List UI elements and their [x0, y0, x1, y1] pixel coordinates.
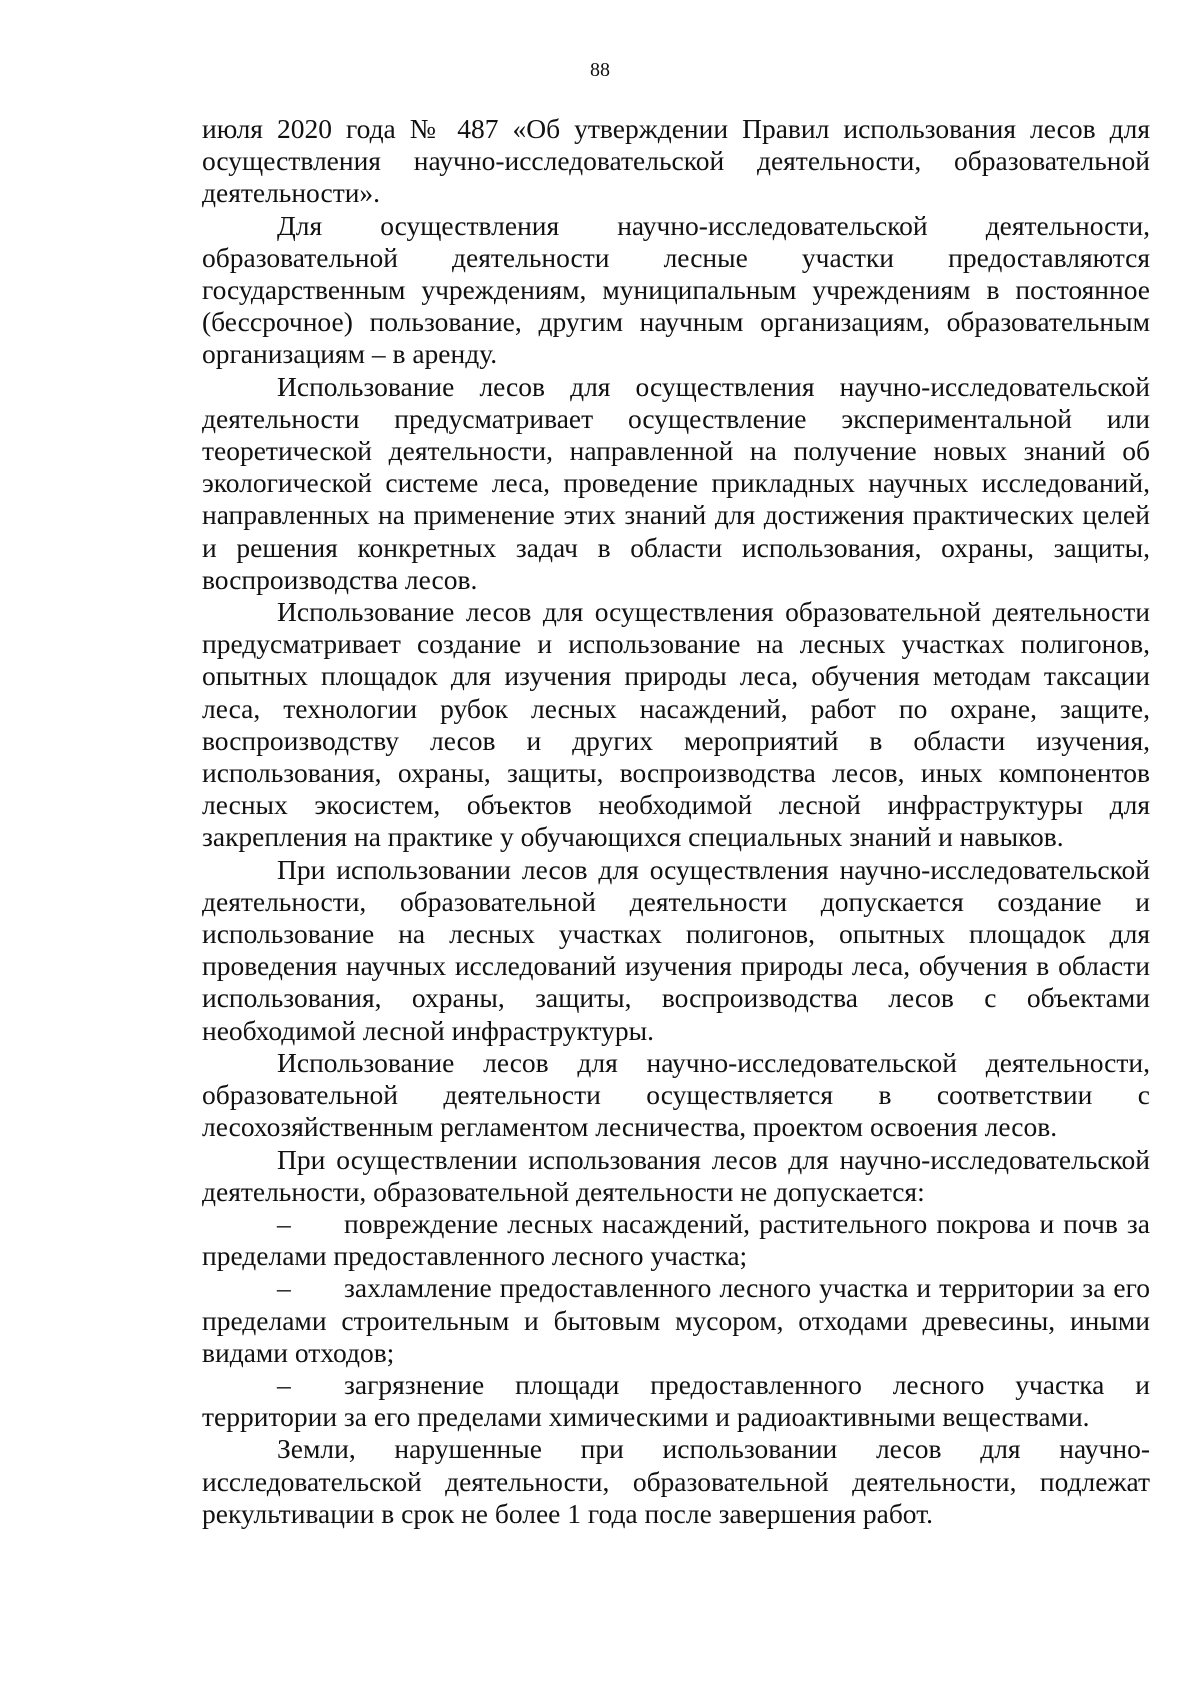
paragraph-polygons-allowed: При использовании лесов для осуществления научно-исследовательской деятельности, образовательной деятельности допускается создание и использование на лесных участках полигонов, опытных площадок для проведения научных исследований изучения природы леса, обучения в области использования, охраны, защиты, воспроизводства лесов с объектами необходимой лесной инфраструктуры. — [202, 853, 1150, 1046]
list-dash: – — [277, 1368, 291, 1400]
list-item — [202, 1369, 1150, 1433]
paragraph-educational-use: Использование лесов для осуществления образовательной деятельности предусматривает создание и использование на лесных участках полигонов, опытных площадок для изучения природы леса, обучения методам таксации леса, технологии рубок лесных насаждений, работ по охране, защите, воспроизводству лесов и других мероприятий в области изучения, использования, охраны, защиты, воспроизводства лесов, иных компонентов лесных экосистем, объектов необходимой лесной инфраструктуры для закрепления на практике у обучающихся специальных знаний и навыков. — [202, 596, 1150, 853]
list-dash: – — [277, 1272, 291, 1304]
paragraph-prohibitions-intro: При осуществлении использования лесов для научно-исследовательской деятельности, образовательной деятельности не допускается: — [202, 1143, 1150, 1207]
page-number: 88 — [590, 59, 610, 81]
paragraph-reclamation: Земли, нарушенные при использовании лесов для научно-исследовательской деятельности, образовательной деятельности, подлежат рекультивации в срок не более 1 года после завершения работ. — [202, 1433, 1150, 1529]
paragraph-research-use: Использование лесов для осуществления научно-исследовательской деятельности предусматривает осуществление экспериментальной или теоретической деятельности, направленной на получение новых знаний об экологической системе леса, проведение прикладных научных исследований, направленных на применение этих знаний для достижения практических целей и решения конкретных задач в области использования, охраны, защиты, воспроизводства лесов. — [202, 370, 1150, 595]
list-item-text: загрязнение площади предоставленного лесного участка и территории за его пределами химическими и радиоактивными веществами. — [202, 1368, 1150, 1433]
document-body — [202, 113, 1150, 1530]
list-item-text: повреждение лесных насаждений, растительного покрова и почв за пределами предоставленного лесного участка; — [202, 1207, 1150, 1272]
paragraph-regulation-compliance: Использование лесов для научно-исследовательской деятельности, образовательной деятельности осуществляется в соответствии с лесохозяйственным регламентом лесничества, проектом освоения лесов. — [202, 1046, 1150, 1143]
list-item — [202, 1272, 1150, 1369]
list-item — [202, 1208, 1150, 1272]
list-dash: – — [277, 1207, 291, 1239]
list-item-text: захламление предоставленного лесного участка и территории за его пределами строительным и бытовым мусором, отходами древесины, иными видами отходов; — [202, 1272, 1150, 1368]
paragraph-continuation: июля 2020 года № 487 «Об утверждении Правил использования лесов для осуществления научно-исследовательской деятельности, образовательной деятельности». — [202, 113, 1150, 209]
paragraph-land-allocation: Для осуществления научно-исследовательской деятельности, образовательной деятельности лесные участки предоставляются государственным учреждениям, муниципальным учреждениям в постоянное (бессрочное) пользование, другим научным организациям, образовательным организациям – в аренду. — [202, 209, 1150, 370]
